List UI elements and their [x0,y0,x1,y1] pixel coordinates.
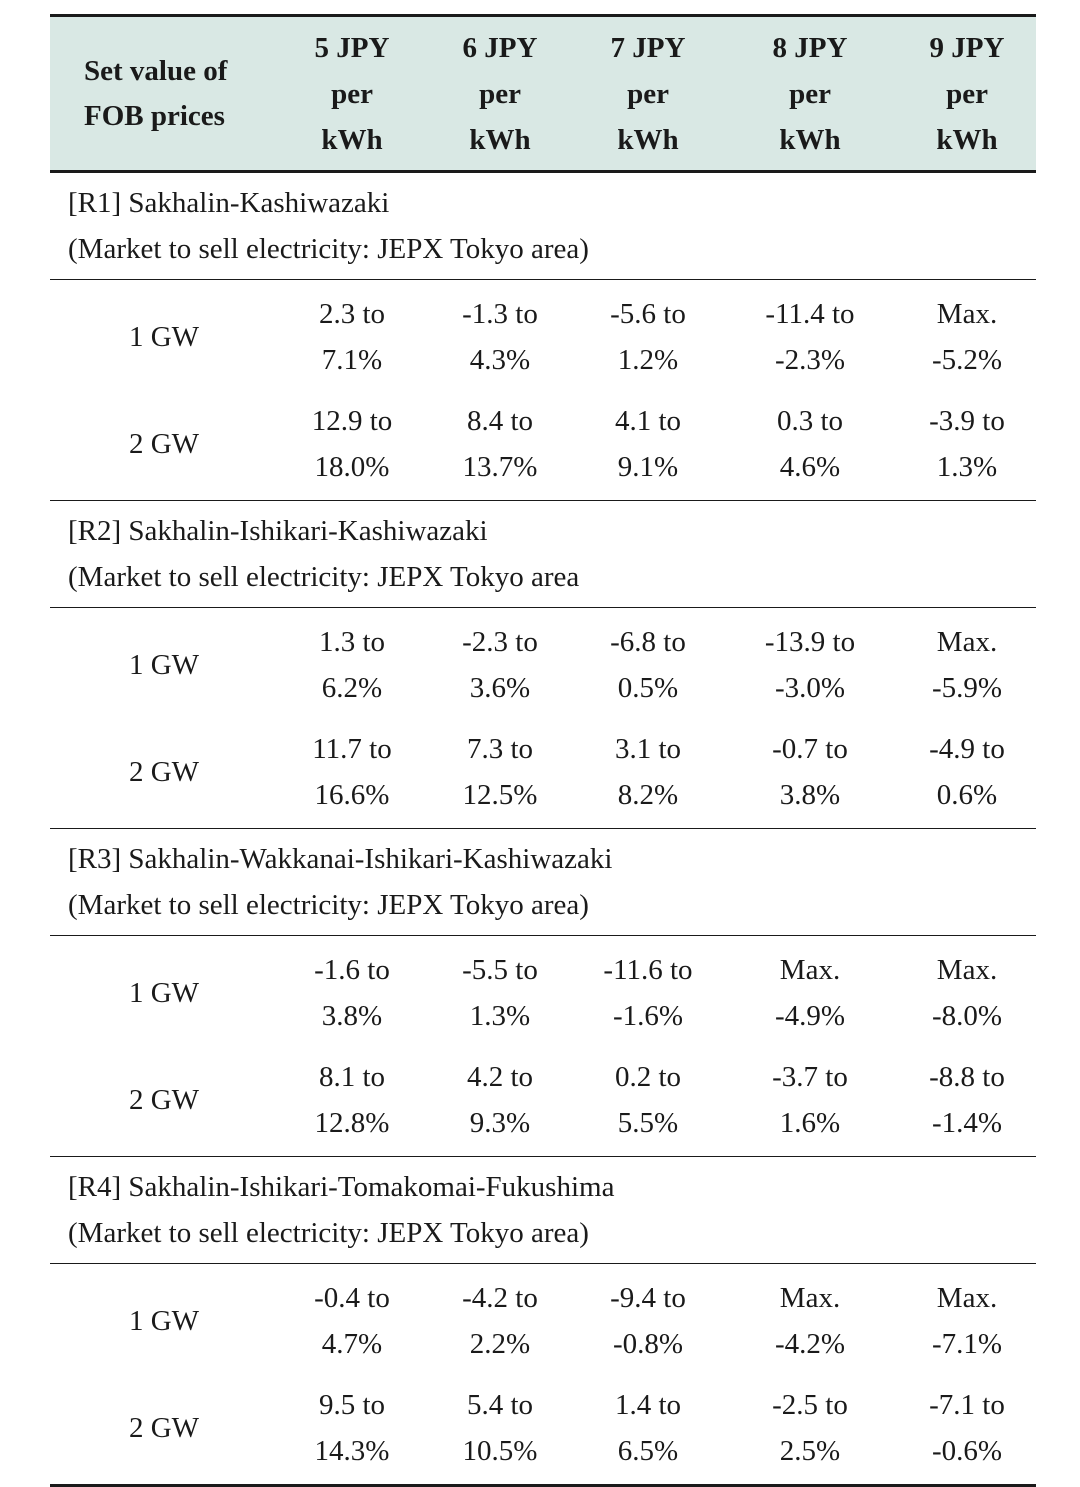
route-title: [R2] Sakhalin-Ishikari-Kashiwazaki [68,515,488,547]
capacity-cell: 2 GW [50,718,278,829]
range-upper: -1.4% [931,1107,1003,1139]
table-row [50,280,1036,391]
table-row [50,390,1036,501]
irr-range-cell [426,1046,574,1157]
range-upper: 3.8% [779,779,841,811]
range-lower: -8.8 to [929,1061,1005,1093]
range-upper: 7.1% [321,344,383,376]
header-8-jpy: 8 JPY per kWh [722,16,898,172]
irr-range-cell [574,936,722,1047]
irr-range-cell [426,1374,574,1486]
range-lower: 7.3 to [466,733,534,765]
irr-range-cell [722,718,898,829]
route-group-header [50,172,1036,280]
range-upper: 4.3% [469,344,531,376]
range-lower: 0.3 to [776,405,844,437]
irr-range-cell [722,608,898,719]
table-row [50,1264,1036,1375]
range-upper: -1.6% [612,1000,684,1032]
irr-range-cell [898,1046,1036,1157]
irr-range-cell [574,718,722,829]
range-upper: 8.2% [617,779,679,811]
irr-range-cell [898,1264,1036,1375]
range-lower: 9.5 to [318,1389,386,1421]
route-market: (Market to sell electricity: JEPX Tokyo area) [68,233,589,265]
range-lower: -0.4 to [314,1282,390,1314]
header-fob-prices: Set value of FOB prices [50,16,278,172]
range-lower: -5.6 to [610,298,686,330]
irr-range-cell [722,936,898,1047]
range-upper: 9.1% [617,451,679,483]
range-upper: 16.6% [314,779,390,811]
range-upper: 1.3% [469,1000,531,1032]
irr-range-cell [278,390,426,501]
range-upper: 3.6% [469,672,531,704]
range-lower: 0.2 to [614,1061,682,1093]
range-lower: -5.5 to [462,954,538,986]
route-group-header [50,501,1036,608]
header-7-jpy: 7 JPY per kWh [574,16,722,172]
capacity-cell: 2 GW [50,1374,278,1486]
range-upper: 1.6% [779,1107,841,1139]
table-row [50,1046,1036,1157]
range-lower: -1.6 to [314,954,390,986]
irr-range-cell [898,936,1036,1047]
range-upper: -7.1% [931,1328,1003,1360]
capacity-cell: 1 GW [128,1305,200,1337]
range-upper: -0.6% [931,1435,1003,1467]
range-upper: 9.3% [469,1107,531,1139]
range-upper: -5.9% [931,672,1003,704]
route-title: [R4] Sakhalin-Ishikari-Tomakomai-Fukushima [68,1171,615,1203]
irr-range-cell [278,1264,426,1375]
range-lower: 5.4 to [466,1389,534,1421]
range-upper: -3.0% [774,672,846,704]
range-lower: 8.4 to [466,405,534,437]
irr-range-cell [898,718,1036,829]
range-upper: -4.9% [774,1000,846,1032]
range-lower: -7.1 to [929,1389,1005,1421]
irr-range-cell [278,1374,426,1486]
range-upper: -4.2% [774,1328,846,1360]
range-lower: Max. [936,298,998,330]
range-lower: -4.9 to [929,733,1005,765]
range-upper: 10.5% [462,1435,538,1467]
range-lower: 3.1 to [614,733,682,765]
irr-range-cell [426,718,574,829]
route-title: [R1] Sakhalin-Kashiwazaki [68,187,390,219]
range-upper: -5.2% [931,344,1003,376]
range-upper: 13.7% [462,451,538,483]
irr-range-cell [278,280,426,391]
range-lower: -9.4 to [610,1282,686,1314]
range-lower: 4.1 to [614,405,682,437]
range-lower: 1.3 to [318,626,386,658]
range-lower: -11.6 to [603,954,693,986]
range-lower: Max. [779,954,841,986]
route-description [50,829,1036,936]
irr-range-cell [898,390,1036,501]
range-lower: -4.2 to [462,1282,538,1314]
range-upper: 2.2% [469,1328,531,1360]
range-upper: 6.2% [321,672,383,704]
table-row [50,1374,1036,1486]
irr-range-cell [426,936,574,1047]
irr-range-cell [574,1046,722,1157]
capacity-cell: 2 GW [50,390,278,501]
range-upper: 4.6% [779,451,841,483]
range-upper: 1.3% [936,451,998,483]
irr-range-cell [574,280,722,391]
range-lower: -0.7 to [772,733,848,765]
route-group-header [50,829,1036,936]
irr-range-cell [898,280,1036,391]
route-description [50,172,1036,280]
capacity-cell: 1 GW [128,977,200,1009]
range-lower: -13.9 to [764,626,856,658]
range-upper: 3.8% [321,1000,383,1032]
route-market: (Market to sell electricity: JEPX Tokyo area) [68,889,589,921]
capacity-cell: 1 GW [128,321,200,353]
route-title: [R3] Sakhalin-Wakkanai-Ishikari-Kashiwazaki [68,843,613,875]
route-description [50,1157,1036,1264]
irr-range-cell [722,1046,898,1157]
range-lower: -3.9 to [929,405,1005,437]
header-5-jpy: 5 JPY per kWh [278,16,426,172]
range-upper: 4.7% [321,1328,383,1360]
range-lower: Max. [936,954,998,986]
range-lower: -3.7 to [772,1061,848,1093]
irr-range-cell [278,718,426,829]
range-lower: 1.4 to [614,1389,682,1421]
route-description [50,501,1036,608]
range-upper: -0.8% [612,1328,684,1360]
irr-sensitivity-table-container [50,14,1036,1487]
range-lower: Max. [779,1282,841,1314]
header-9-jpy: 9 JPY per kWh [898,16,1036,172]
range-lower: 12.9 to [311,405,393,437]
range-upper: 0.5% [617,672,679,704]
irr-range-cell [722,280,898,391]
range-lower: Max. [936,1282,998,1314]
irr-range-cell [426,608,574,719]
irr-range-cell [722,1374,898,1486]
range-upper: 12.8% [314,1107,390,1139]
range-lower: -2.3 to [462,626,538,658]
irr-range-cell [574,608,722,719]
range-upper: 1.2% [617,344,679,376]
route-market: (Market to sell electricity: JEPX Tokyo area [68,561,580,593]
range-lower: 2.3 to [318,298,386,330]
irr-range-cell [574,1264,722,1375]
irr-range-cell [278,608,426,719]
range-lower: Max. [936,626,998,658]
range-lower: -1.3 to [462,298,538,330]
range-lower: 4.2 to [466,1061,534,1093]
route-group-header [50,1157,1036,1264]
capacity-cell: 2 GW [50,1046,278,1157]
irr-range-cell [426,280,574,391]
range-upper: 0.6% [936,779,998,811]
route-market: (Market to sell electricity: JEPX Tokyo area) [68,1217,589,1249]
irr-range-cell [722,1264,898,1375]
fob-price-sensitivity-table [50,14,1036,1487]
irr-range-cell [278,936,426,1047]
range-upper: 5.5% [617,1107,679,1139]
table-row [50,608,1036,719]
irr-range-cell [898,608,1036,719]
range-upper: 14.3% [314,1435,390,1467]
irr-range-cell [574,390,722,501]
irr-range-cell [426,1264,574,1375]
header-row [50,16,1036,172]
range-lower: 11.7 to [312,733,392,765]
irr-range-cell [426,390,574,501]
irr-range-cell [898,1374,1036,1486]
table-body [50,172,1036,1486]
range-lower: -2.5 to [772,1389,848,1421]
range-upper: 18.0% [314,451,390,483]
range-upper: 12.5% [462,779,538,811]
range-upper: -2.3% [774,344,846,376]
capacity-cell: 1 GW [128,649,200,681]
range-lower: -11.4 to [765,298,855,330]
range-upper: -8.0% [931,1000,1003,1032]
range-lower: -6.8 to [610,626,686,658]
irr-range-cell [574,1374,722,1486]
range-upper: 2.5% [779,1435,841,1467]
table-row [50,936,1036,1047]
irr-range-cell [278,1046,426,1157]
irr-range-cell [722,390,898,501]
range-lower: 8.1 to [318,1061,386,1093]
table-row [50,718,1036,829]
header-6-jpy: 6 JPY per kWh [426,16,574,172]
range-upper: 6.5% [617,1435,679,1467]
